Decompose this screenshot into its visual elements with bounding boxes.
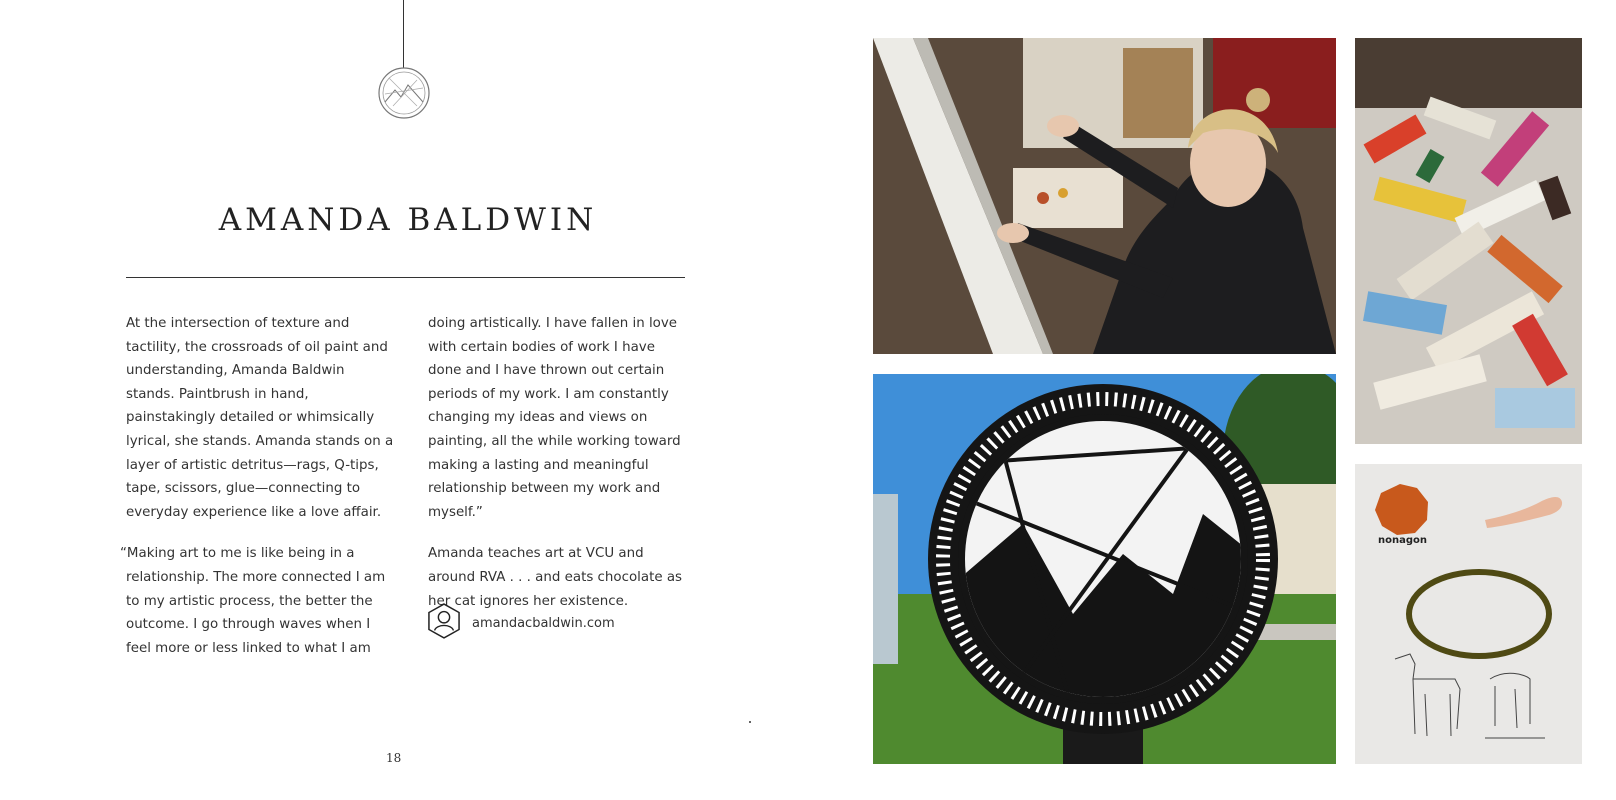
title-divider [126, 277, 685, 278]
nonagon-label: nonagon [1378, 535, 1428, 546]
quote-continued-paragraph: doing artistically. I have fallen in love with certain bodies of work I have done and I have thrown out certain periods of my work. I am constantly changing my ideas and views on painting, all the while working toward making a lasting and meaningful relationship between my work and myself.” [428, 316, 681, 520]
website-url[interactable]: amandacbaldwin.com [472, 615, 615, 631]
intro-paragraph: At the intersection of texture and tactility, the crossroads of oil paint and understanding, Amanda Baldwin stands. Paintbrush in hand, painstakingly detailed or whimsically lyrical, she stands. Amanda stands on a layer of artistic detritus—rags, Q-tips, tape, scissors, glue—connecting to everyday experience like a love affair. [126, 316, 394, 520]
quote-paragraph: “Making art to me is like being in a relationship. The more connected I am to my artistic process, the better the outcome. I go through waves when I feel more or less linked to what I am [120, 546, 386, 656]
nonagon-drawing-photo [1355, 464, 1582, 764]
page-title: AMANDA BALDWIN [218, 202, 598, 238]
mountain-emblem-icon [377, 66, 431, 120]
website-link[interactable] [428, 604, 615, 642]
person-hexagon-icon [428, 603, 460, 643]
bio-paragraph: Amanda teaches art at VCU and around RVA . . . and eats chocolate as her cat ignores her existence. [428, 546, 682, 609]
paint-tubes-photo [1355, 38, 1582, 444]
artist-painting-photo [873, 38, 1336, 354]
circular-artwork-photo [873, 374, 1336, 764]
text-column-right [428, 312, 690, 631]
page-number: 18 [386, 751, 402, 765]
pendant-string [403, 0, 404, 68]
text-column-left [120, 312, 394, 678]
stray-dot [749, 721, 751, 723]
